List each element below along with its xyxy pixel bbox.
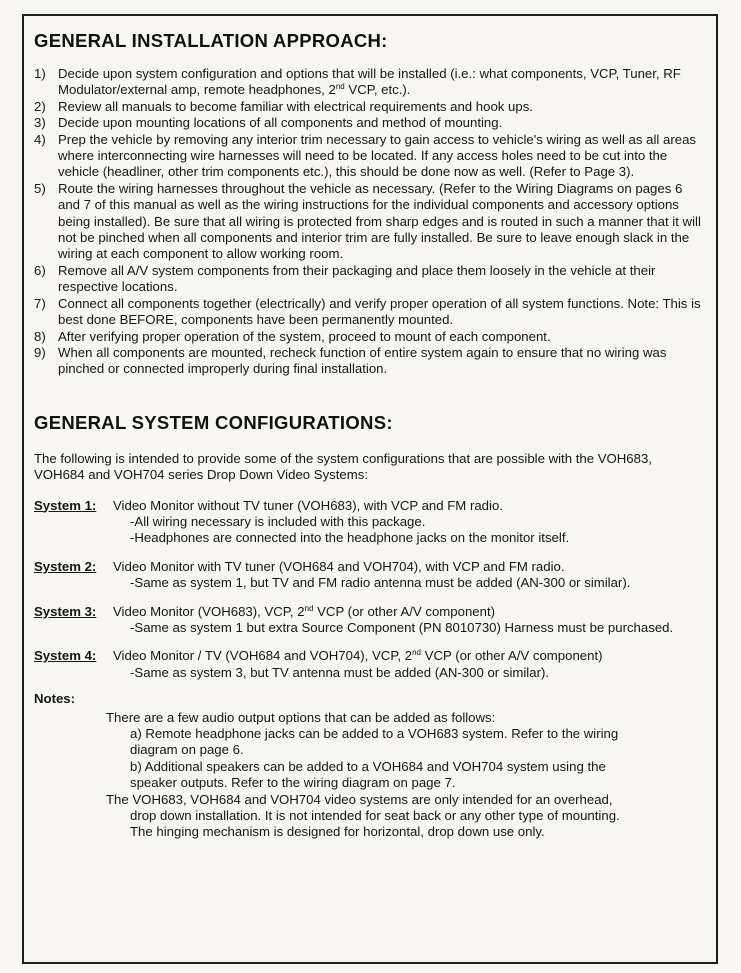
- system-note: -Same as system 1, but TV and FM radio antenna must be added (AN-300 or similar).: [130, 575, 631, 591]
- step-line: Note: This is best done BEFORE, components have been permanently mounted.: [58, 295, 701, 328]
- step-number: 2): [34, 98, 46, 114]
- system-note: -Same as system 3, but TV antenna must be added (AN-300 or similar).: [130, 664, 550, 680]
- system-label: System 3:: [34, 603, 97, 619]
- step-line: pages 6 and 7 of this manual as well as the wiring instructions for the individual components and: [58, 180, 683, 213]
- system-description: Video Monitor / TV (VOH684 and VOH704), VCP, 2nd VCP (or other A/V component): [113, 648, 603, 664]
- system-description: Video Monitor (VOH683), VCP, 2nd VCP (or other A/V component): [113, 603, 496, 619]
- step-line: When all components are mounted, recheck function of entire system again to ensure that no wiring: [58, 344, 643, 360]
- step-text: After verifying proper operation of the system, proceed to mount of each component.: [58, 328, 551, 344]
- step-number: 7): [34, 295, 46, 311]
- configurations-heading: GENERAL SYSTEM CONFIGURATIONS:: [34, 411, 393, 433]
- step-line: their respective locations.: [58, 262, 656, 295]
- step-text: Decide upon mounting locations of all components and method of mounting.: [58, 115, 503, 131]
- note-a-line: diagram on page 6.: [130, 742, 244, 758]
- step-line: accessory options being installed). Be sure that all wiring is protected from sharp edges and is routed: [58, 197, 679, 229]
- intro-line: The following is intended to provide some of the system configurations that are possible with the VOH683,: [34, 450, 652, 466]
- step-number: 8): [34, 328, 46, 344]
- system-2: [34, 559, 706, 592]
- step-line: all areas where interconnecting wire harnesses will need to be located. If any access holes need to: [58, 131, 697, 164]
- notes-label: Notes:: [34, 691, 76, 707]
- system-3: [34, 604, 706, 637]
- step-number: 1): [34, 66, 46, 81]
- step-line: in such a manner that it will not be pinched when all components and interior trim are fully installed. Be: [58, 213, 701, 246]
- note-b-line: speaker outputs. Refer to the wiring diagram on page 7.: [130, 775, 456, 791]
- system-note: -Headphones are connected into the headphone jacks on the monitor itself.: [130, 530, 570, 546]
- step-line: be cut into the vehicle (headliner, other trim components etc.), this should be done now as well.: [58, 148, 668, 180]
- installation-heading: GENERAL INSTALLATION APPROACH:: [34, 30, 388, 51]
- step-number: 4): [34, 131, 46, 147]
- system-description: Video Monitor with TV tuner (VOH684 and VOH704), with VCP and FM radio.: [113, 558, 565, 574]
- step-1: [34, 66, 706, 99]
- step-4: [34, 132, 706, 181]
- step-line: Prep the vehicle by removing any interior trim necessary to gain access to vehicle's wiring as well as: [58, 131, 647, 147]
- page-frame: [22, 14, 718, 964]
- system-label: System 1:: [34, 497, 97, 513]
- system-4: [34, 648, 706, 681]
- step-text: Review all manuals to become familiar with electrical requirements and hook ups.: [58, 98, 533, 114]
- step-number: 5): [34, 180, 46, 196]
- system-note: -Same as system 1 but extra Source Component (PN 8010730) Harness must be purchased.: [130, 619, 674, 635]
- step-9: [34, 345, 706, 378]
- intro-line: VOH684 and VOH704 series Drop Down Video Systems:: [34, 467, 369, 483]
- system-description: Video Monitor without TV tuner (VOH683), with VCP and FM radio.: [113, 497, 503, 513]
- step-line: Connect all components together (electrically) and verify proper operation of all system functions.: [58, 295, 628, 311]
- step-number: 6): [34, 262, 46, 278]
- step-line: Remove all A/V system components from their packaging and place them loosely in the vehicle at: [58, 262, 630, 278]
- step-line: sure to leave enough slack in the wiring at each component to allow working room.: [58, 230, 690, 262]
- step-5: [34, 181, 706, 263]
- step-line: was pinched or connected improperly during final installation.: [58, 344, 667, 377]
- note-final-line: The hinging mechanism is designed for horizontal, drop down use only.: [130, 824, 545, 840]
- note-final-line: drop down installation. It is not intended for seat back or any other type of mounting.: [130, 808, 620, 824]
- note-b-line: b) Additional speakers can be added to a VOH684 and VOH704 system using the: [130, 758, 606, 774]
- system-note: -All wiring necessary is included with this package.: [130, 513, 426, 529]
- step-text: Decide upon system configuration and options that will be installed (i.e.: what components, VCP, Tuner, RF Modulator/external amp, remote headphones, 2nd VCP, etc.).: [58, 66, 681, 98]
- system-1: [34, 498, 706, 547]
- system-label: System 4:: [34, 648, 97, 664]
- step-number: 9): [34, 344, 46, 360]
- step-line: (Refer to Page 3).: [529, 164, 635, 180]
- step-7: [34, 296, 706, 329]
- page-content: [34, 30, 706, 841]
- notes-section: [34, 691, 706, 841]
- step-8: [34, 329, 706, 345]
- step-number: 3): [34, 115, 46, 131]
- step-2: [34, 99, 706, 115]
- system-label: System 2:: [34, 558, 97, 574]
- note-a-line: a) Remote headphone jacks can be added to a VOH683 system. Refer to the wiring: [130, 726, 619, 741]
- configurations-intro: [34, 451, 706, 484]
- step-6: [34, 263, 706, 296]
- installation-steps: [34, 66, 706, 378]
- note-final-line: The VOH683, VOH684 and VOH704 video systems are only intended for an overhead,: [106, 791, 613, 807]
- step-line: Route the wiring harnesses throughout the vehicle as necessary. (Refer to the Wiring Diagrams on: [58, 180, 636, 196]
- notes-intro: There are a few audio output options that can be added as follows:: [106, 709, 496, 725]
- step-3: [34, 115, 706, 131]
